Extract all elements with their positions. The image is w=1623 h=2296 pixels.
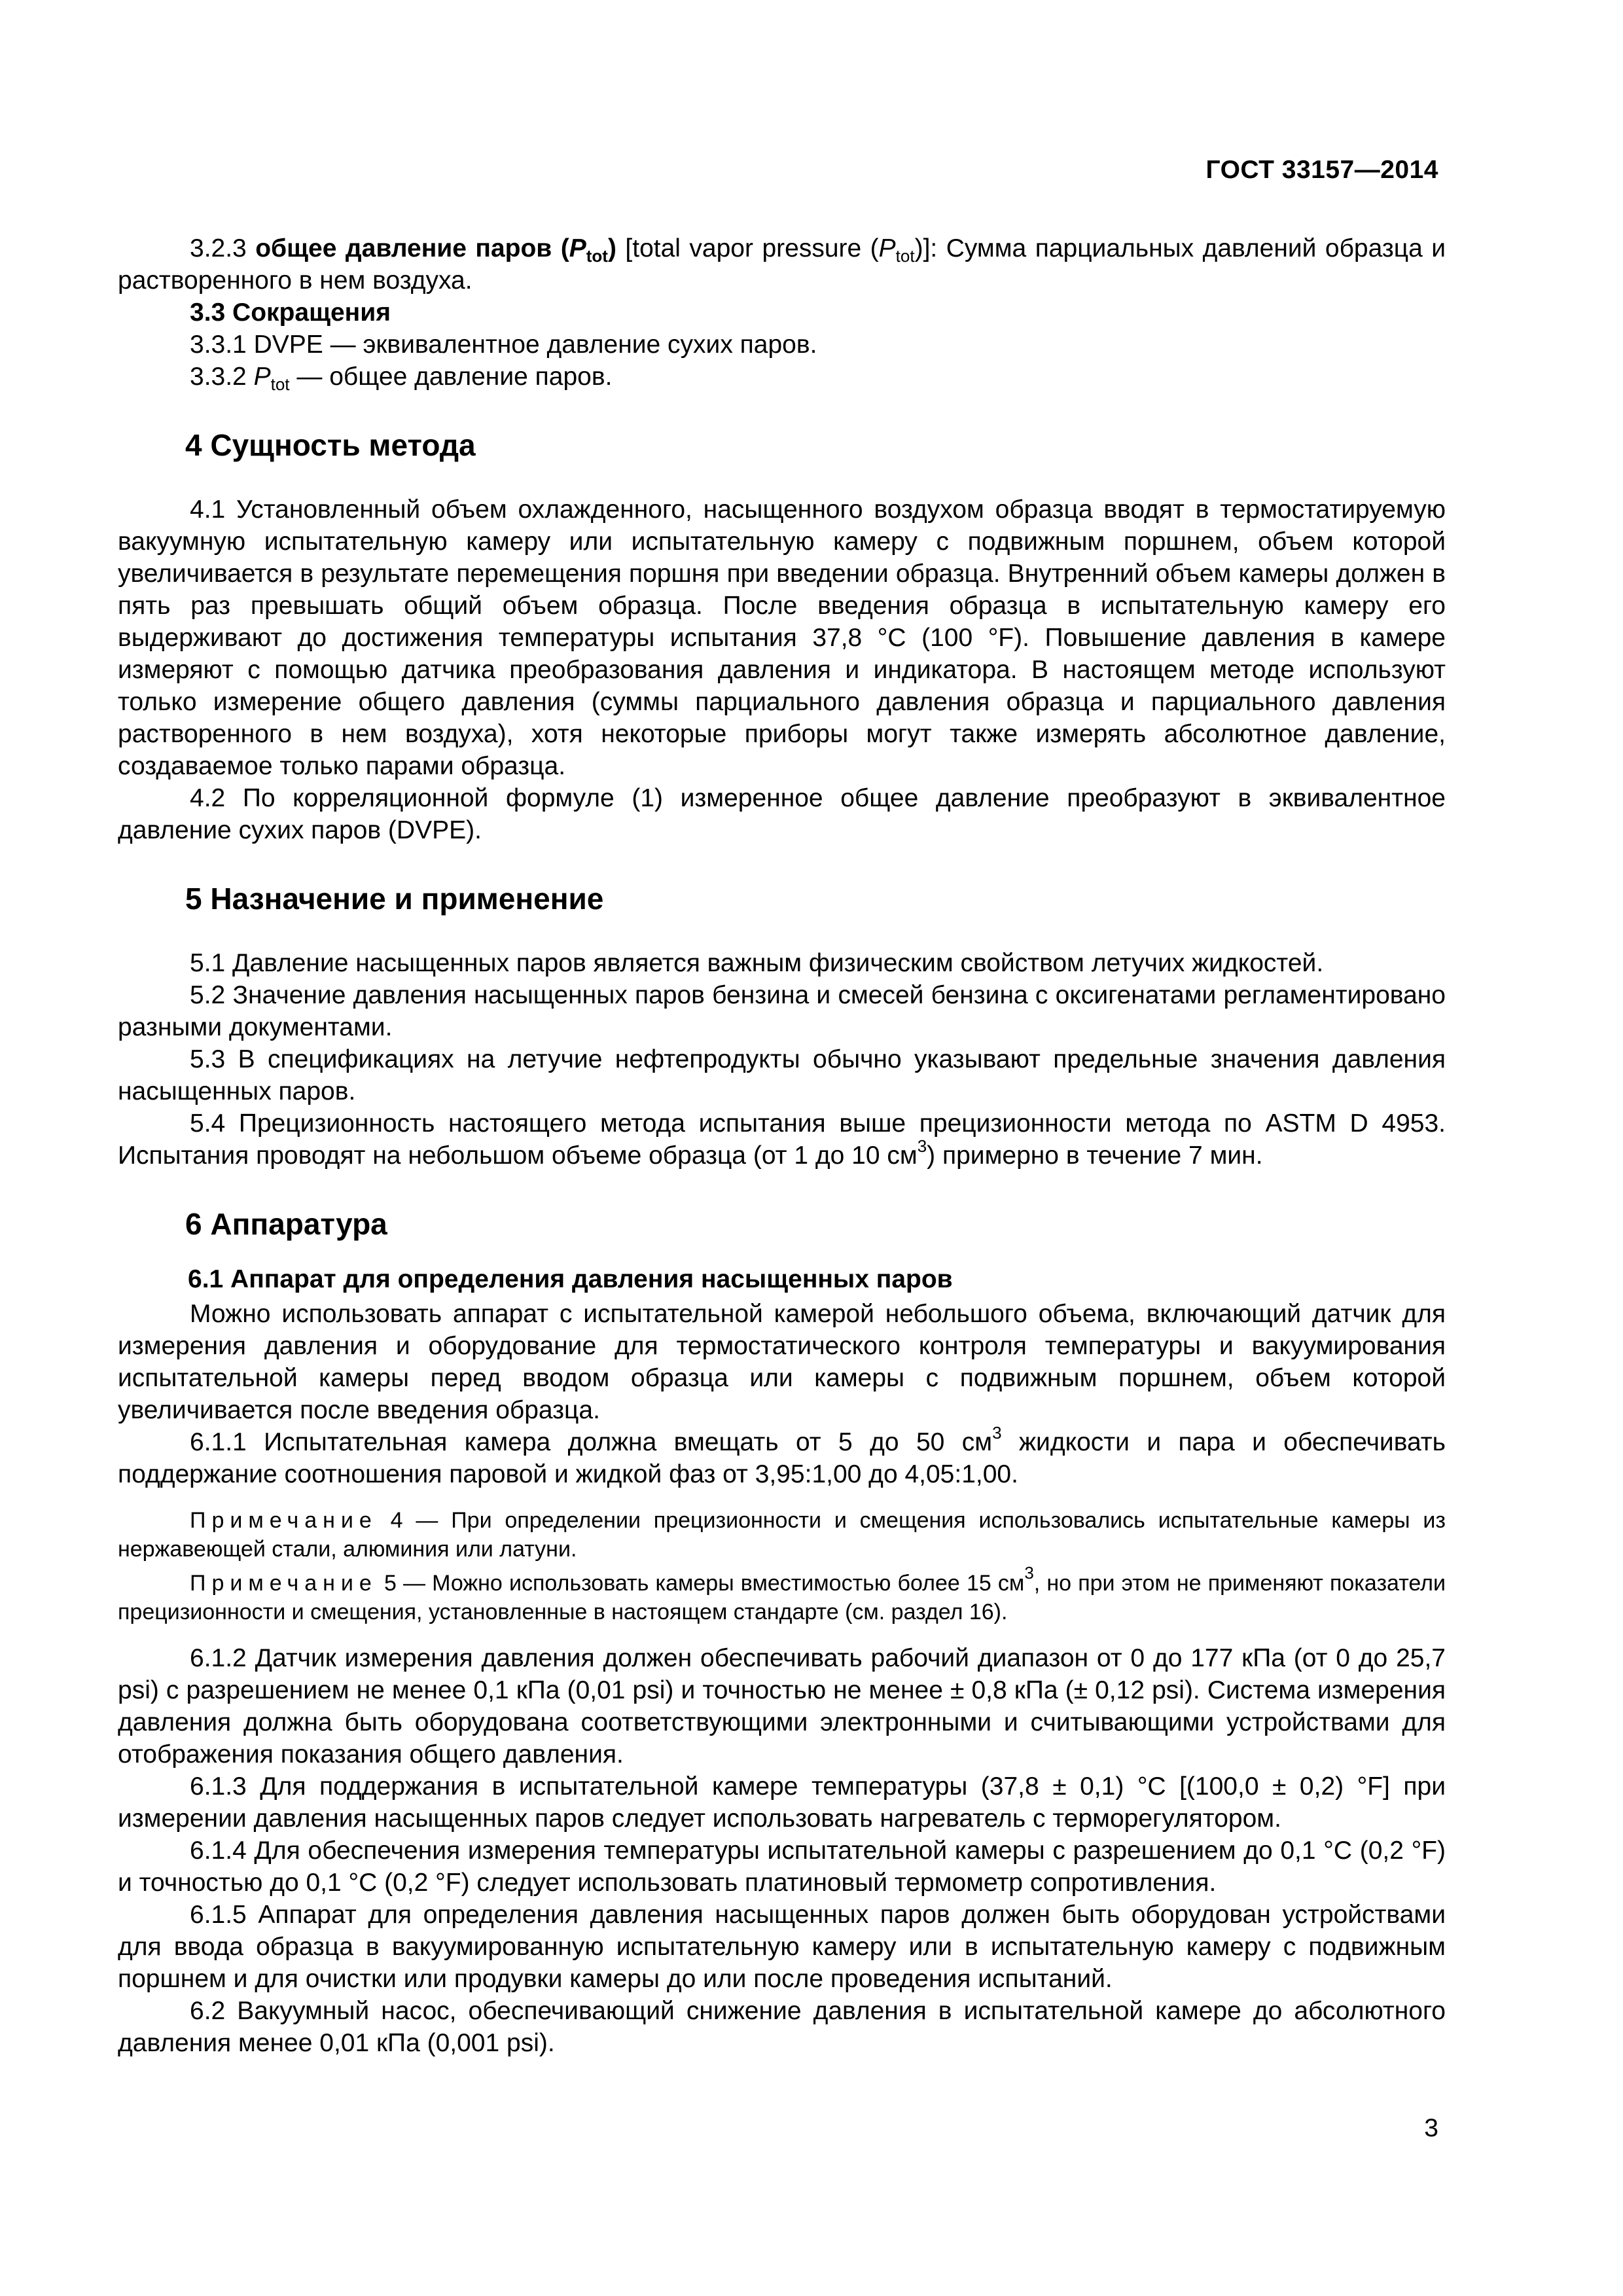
note-text: 5 — Можно использовать камеры вместимостью более 15 см bbox=[377, 1571, 1025, 1596]
term-symbol: P bbox=[569, 234, 586, 262]
definition-text: )]: Сумма парциальных давлений образца и растворенного в нем воздуха. bbox=[118, 234, 1446, 295]
subsection-6-1-heading: 6.1 Аппарат для определения давления насыщенных паров bbox=[188, 1265, 953, 1293]
subsection-3-3-title: 3.3 Сокращения bbox=[190, 298, 391, 327]
superscript: 3 bbox=[917, 1136, 927, 1156]
paragraph-3-2-3 bbox=[118, 232, 1446, 296]
paragraph-3-3-1: 3.3.1 DVPE — эквивалентное давление сухих паров. bbox=[190, 331, 817, 359]
symbol-subscript: tot bbox=[270, 374, 290, 394]
paragraph-4-1: 4.1 Установленный объем охлажденного, насыщенного воздухом образца вводят в термостатируемую вакуумную испытательную камеру или испытательную камеру с подвижным поршнем, объем которой увеличивается в результате перемещения поршня при введении образца. Внутренний объем камеры должен в пять раз превышать общий объем образца. После введения образца в испытательную камеру его выдерживают до достижения температуры испытания 37,8 °С (100 °F). Повышение давления в камере измеряют с помощью датчика преобразования давления и индикатора. В настоящем методе используют только измерение общего давления (суммы парциального давления образца и парциального давления растворенного в нем воздуха), хотя некоторые приборы могут также измерять абсолютное давление, создаваемое только парами образца. bbox=[118, 495, 1446, 780]
term-subscript: tot bbox=[586, 245, 608, 266]
superscript: 3 bbox=[1024, 1562, 1034, 1583]
note-5 bbox=[118, 1562, 1446, 1626]
paragraph-3-3-2 bbox=[118, 361, 1446, 393]
paragraph-text: 6.1.1 Испытательная камера должна вмещать от 5 до 50 см bbox=[190, 1428, 993, 1456]
paragraph-5-4 bbox=[118, 1107, 1446, 1172]
paragraph-6-2: 6.2 Вакуумный насос, обеспечивающий снижение давления в испытательной камере до абсолютного давления менее 0,01 кПа (0,001 psi). bbox=[118, 1997, 1446, 2057]
note-text: 4 — При определении прецизионности и смещения использовались испытательные камеры из нержавеющей стали, алюминия или латуни. bbox=[118, 1508, 1446, 1562]
english-term: [total vapor pressure ( bbox=[625, 234, 879, 262]
paragraph-6-1-5: 6.1.5 Аппарат для определения давления насыщенных паров должен быть оборудован устройствами для ввода образца в вакуумированную испытательную камеру или в испытательную камеру с подвижным поршнем и для очистки или продувки камеры до или после проведения испытаний. bbox=[118, 1901, 1446, 1993]
paragraph-5-3: 5.3 В спецификациях на летучие нефтепродукты обычно указывают предельные значения давления насыщенных паров. bbox=[118, 1045, 1446, 1105]
english-subscript: tot bbox=[895, 245, 915, 266]
clause-number: 3.3.2 bbox=[190, 363, 247, 391]
paragraph-text-end: ) примерно в течение 7 мин. bbox=[927, 1141, 1263, 1170]
paragraph-5-2: 5.2 Значение давления насыщенных паров бензина и смесей бензина с оксигенатами регламентировано разными документами. bbox=[118, 981, 1446, 1041]
paragraph-5-1: 5.1 Давление насыщенных паров является важным физическим свойством летучих жидкостей. bbox=[190, 949, 1324, 977]
paragraph-4-2: 4.2 По корреляционной формуле (1) измеренное общее давление преобразуют в эквивалентное давление сухих паров (DVPE). bbox=[118, 784, 1446, 844]
paragraph-6-1-3: 6.1.3 Для поддержания в испытательной камере температуры (37,8 ± 0,1) °С [(100,0 ± 0,2) °F] при измерении давления насыщенных паров следует использовать нагреватель с терморегулятором. bbox=[118, 1772, 1446, 1833]
paragraph-6-1: Можно использовать аппарат с испытательной камерой небольшого объема, включающий датчик для измерения давления и оборудование для термостатического контроля температуры и вакуумирования испытательной камеры перед вводом образца или камеры с подвижным поршнем, объем которой увеличивается после введения образца. bbox=[118, 1300, 1446, 1424]
english-symbol: P bbox=[878, 234, 896, 262]
paragraph-6-1-4: 6.1.4 Для обеспечения измерения температуры испытательной камеры с разрешением до 0,1 °С (0,2 °F) и точностью до 0,1 °С (0,2 °F) следует использовать платиновый термометр сопротивления. bbox=[118, 1837, 1446, 1897]
paragraph-text-end: жидкости и пара и обеспечивать поддержание соотношения паровой и жидкой фаз от 3,95:1,00 до 4,05:1,00. bbox=[118, 1428, 1446, 1488]
page-content bbox=[118, 232, 1446, 2059]
term-close: ) bbox=[607, 234, 616, 262]
page-number: 3 bbox=[1424, 2114, 1438, 2142]
section-4-heading: 4 Сущность метода bbox=[185, 428, 476, 462]
section-5-heading: 5 Назначение и применение bbox=[185, 882, 604, 916]
paragraph-text: 5.4 Прецизионность настоящего метода испытания выше прецизионности метода по ASTM D 4953. Испытания проводят на небольшом объеме образца (от 1 до 10 см bbox=[118, 1109, 1446, 1170]
term-text: общее давление паров ( bbox=[255, 234, 569, 262]
symbol-p: P bbox=[253, 363, 271, 391]
definition-text: — общее давление паров. bbox=[289, 363, 613, 391]
note-4 bbox=[118, 1506, 1446, 1564]
document-id-header: ГОСТ 33157—2014 bbox=[1205, 156, 1438, 184]
note-label: Примечание bbox=[190, 1508, 378, 1533]
paragraph-6-1-1 bbox=[118, 1422, 1446, 1490]
superscript: 3 bbox=[992, 1422, 1002, 1443]
clause-number: 3.2.3 bbox=[190, 234, 247, 262]
term-bold bbox=[255, 234, 616, 266]
note-text-end: , но при этом не применяют показатели прецизионности и смещения, установленные в настоящем стандарте (см. раздел 16). bbox=[118, 1571, 1446, 1624]
section-6-heading: 6 Аппаратура bbox=[185, 1207, 387, 1241]
paragraph-6-1-2: 6.1.2 Датчик измерения давления должен обеспечивать рабочий диапазон от 0 до 177 кПа (от 0 до 25,7 psi) с разрешением не менее 0,1 кПа (0,01 psi) и точностью не менее ± 0,8 кПа (± 0,12 psi). Система измерения давления должна быть оборудована соответствующими электронными и считывающими устройствами для отображения показания общего давления. bbox=[118, 1644, 1446, 1768]
note-label: Примечание bbox=[190, 1571, 378, 1596]
